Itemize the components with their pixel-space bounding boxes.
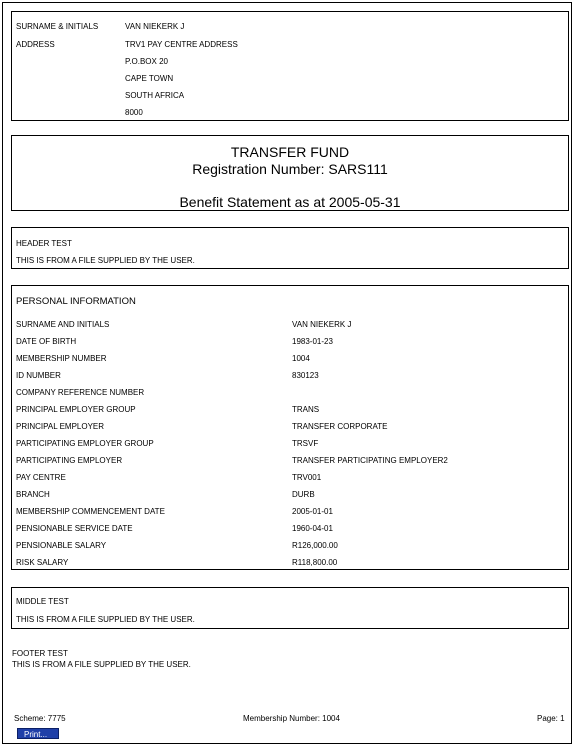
info-row-label: PENSIONABLE SALARY — [16, 541, 107, 550]
info-row-label: RISK SALARY — [16, 558, 69, 567]
info-row-value: TRV001 — [292, 473, 322, 482]
print-button[interactable]: Print... — [17, 728, 59, 739]
personal-information-heading: PERSONAL INFORMATION — [16, 296, 136, 307]
surname-value: VAN NIEKERK J — [125, 22, 185, 31]
info-row-value: R118,800.00 — [292, 558, 338, 567]
info-row-label: SURNAME AND INITIALS — [16, 320, 110, 329]
info-row-label: MEMBERSHIP NUMBER — [16, 354, 107, 363]
info-row-label: BRANCH — [16, 490, 50, 499]
middle-text: THIS IS FROM A FILE SUPPLIED BY THE USER. — [16, 615, 195, 624]
info-row-label: PARTICIPATING EMPLOYER — [16, 456, 123, 465]
info-row-label: PRINCIPAL EMPLOYER GROUP — [16, 405, 136, 414]
surname-label: SURNAME & INITIALS — [16, 22, 99, 31]
page-number: Page: 1 — [537, 714, 565, 723]
info-row-label: ID NUMBER — [16, 371, 61, 380]
address-label: ADDRESS — [16, 40, 55, 49]
statement-date: Benefit Statement as at 2005-05-31 — [179, 194, 401, 210]
fund-name: TRANSFER FUND — [230, 144, 350, 160]
footer-title: FOOTER TEST — [12, 649, 68, 658]
info-row-value: TRANSFER CORPORATE — [292, 422, 388, 431]
info-row-label: PENSIONABLE SERVICE DATE — [16, 524, 133, 533]
info-row-value: TRSVF — [292, 439, 319, 448]
statement-page — [2, 2, 572, 744]
registration-number: Registration Number: SARS111 — [192, 161, 388, 177]
scheme-number: Scheme: 7775 — [14, 714, 66, 723]
footer-text: THIS IS FROM A FILE SUPPLIED BY THE USER. — [12, 660, 191, 669]
address-line: TRV1 PAY CENTRE ADDRESS — [125, 40, 238, 49]
info-row-value: 830123 — [292, 371, 319, 380]
footer-membership-number: Membership Number: 1004 — [243, 714, 340, 723]
info-row-label: DATE OF BIRTH — [16, 337, 77, 346]
info-row-label: PAY CENTRE — [16, 473, 66, 482]
title-block — [11, 135, 569, 211]
info-row-value: 1004 — [292, 354, 310, 363]
address-line: P.O.BOX 20 — [125, 57, 168, 66]
info-row-value: VAN NIEKERK J — [292, 320, 352, 329]
header-text: THIS IS FROM A FILE SUPPLIED BY THE USER. — [16, 256, 195, 265]
address-line: SOUTH AFRICA — [125, 91, 185, 100]
info-row-label: PRINCIPAL EMPLOYER — [16, 422, 105, 431]
address-line: CAPE TOWN — [125, 74, 174, 83]
address-block — [11, 11, 569, 121]
middle-section — [11, 587, 569, 629]
info-row-value: TRANSFER PARTICIPATING EMPLOYER2 — [292, 456, 448, 465]
info-row-value: R126,000.00 — [292, 541, 338, 550]
info-row-value: 2005-01-01 — [292, 507, 333, 516]
address-line: 8000 — [125, 108, 143, 117]
info-row-value: 1960-04-01 — [292, 524, 333, 533]
info-row-value: DURB — [292, 490, 315, 499]
personal-information-section — [11, 285, 569, 570]
header-section — [11, 227, 569, 269]
info-row-value: 1983-01-23 — [292, 337, 333, 346]
info-row-label: COMPANY REFERENCE NUMBER — [16, 388, 145, 397]
info-row-label: MEMBERSHIP COMMENCEMENT DATE — [16, 507, 165, 516]
info-row-value: TRANS — [292, 405, 320, 414]
middle-title: MIDDLE TEST — [16, 597, 69, 606]
info-row-label: PARTICIPATING EMPLOYER GROUP — [16, 439, 154, 448]
header-title: HEADER TEST — [16, 239, 72, 248]
